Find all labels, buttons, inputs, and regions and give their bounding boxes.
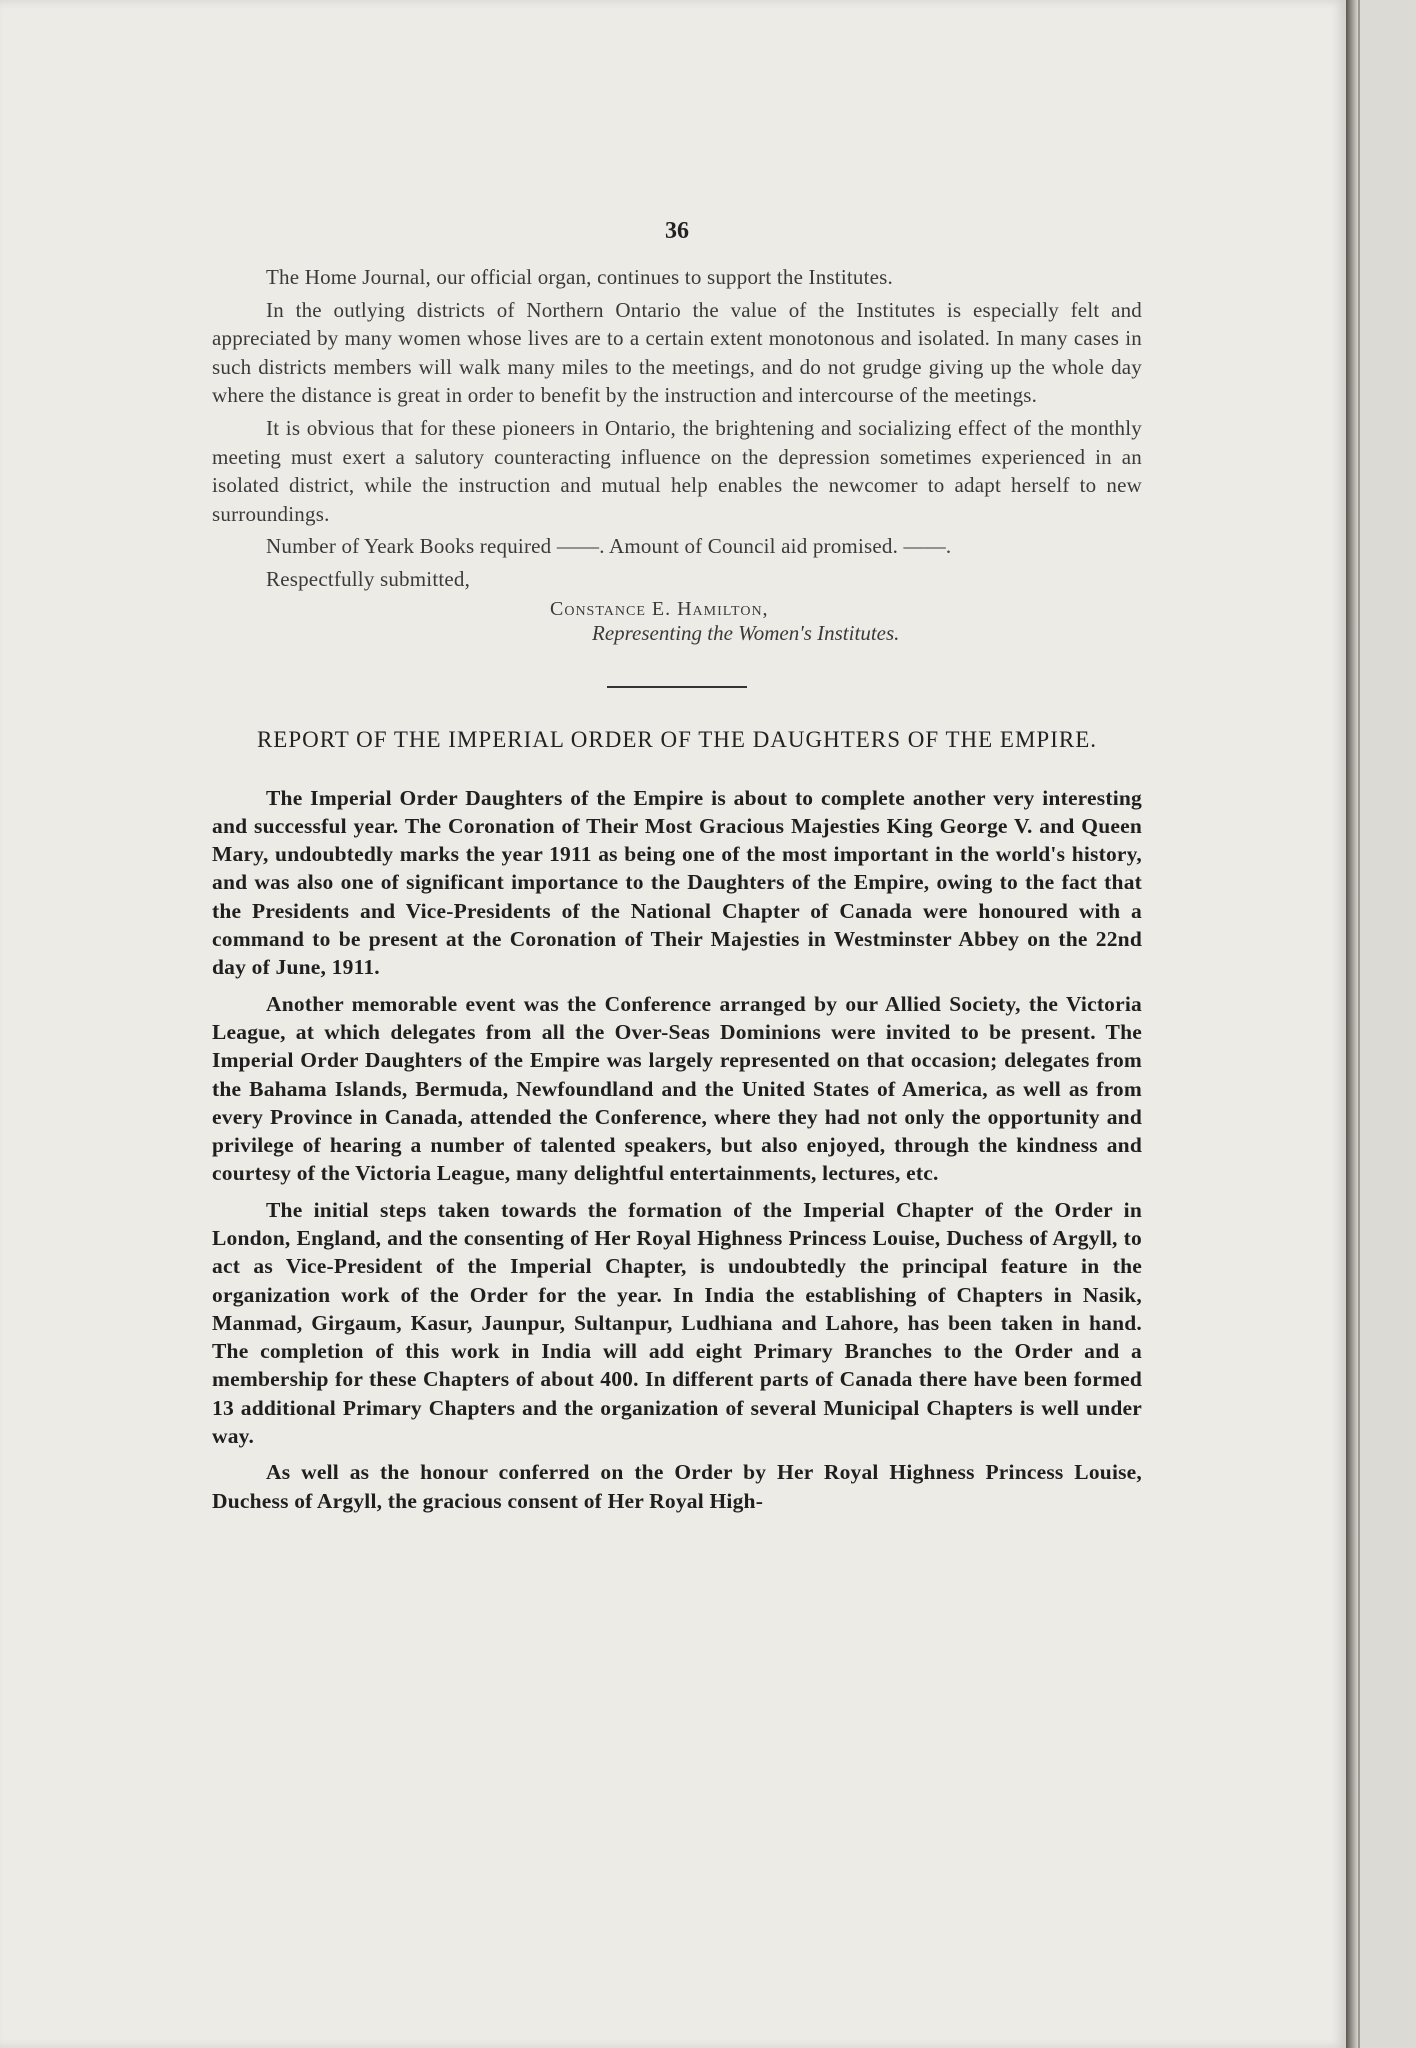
paragraph: Another memorable event was the Conference arranged by our Allied Society, the Victoria League, at which delegates from all the Over-Seas Dominions were invited to be present. The Imperial Order Daughters of the Empire was largely represented on that occasion; delegates from the Bahama Islands, Bermuda, Newfoundland and the United States of America, as well as from every Province in Canada, attended the Conference, where they had not only the opportunity and privilege of hearing a number of talented speakers, but also enjoyed, through the kindness and courtesy of the Victoria League, many delightful entertainments, lectures, etc. — [212, 991, 1142, 1186]
section-title: REPORT OF THE IMPERIAL ORDER OF THE DAUGHTERS OF THE EMPIRE. — [256, 726, 1098, 752]
paragraph: It is obvious that for these pioneers in Ontario, the brightening and socializing effect of the monthly meeting must exert a salutory counteracting influence on the depression sometimes experienced in an isolated district, while the instruction and mutual help enables the newcomer to adapt herself to new surroundings. — [212, 415, 1142, 526]
paragraph: As well as the honour conferred on the Order by Her Royal Highness Princess Louise, Duchess of Argyll, the gracious consent of Her Royal High- — [212, 1460, 1142, 1513]
section-divider — [607, 686, 747, 688]
paragraph: Respectfully submitted, — [266, 566, 471, 591]
signature-name: Constance E. Hamilton, — [550, 597, 769, 620]
page-edge — [1346, 0, 1358, 2048]
paragraph: In the outlying districts of Northern Ontario the value of the Institutes is especially felt and appreciated by many women whose lives are to a certain extent monotonous and isolated. In many cases in such districts members will walk many miles to the meetings, and do not grudge giving up the whole day where the distance is great in order to benefit by the instruction and intercourse of the meetings. — [212, 297, 1142, 408]
paragraph: The initial steps taken towards the formation of the Imperial Chapter of the Order in London, England, and the consenting of Her Royal Highness Princess Louise, Duchess of Argyll, to act as Vice-President of the Imperial Chapter, is undoubtedly the principal feature in the organization work of the Order for the year. In India the establishing of Chapters in Nasik, Manmad, Girgaum, Kasur, Jaunpur, Sultanpur, Ludhiana and Lahore, has been taken in hand. The completion of this work in India will add eight Primary Branches to the Order and a membership for these Chapters of about 400. In different parts of Canada there have been formed 13 additional Primary Chapters and the organization of several Municipal Chapters is well under way. — [212, 1197, 1142, 1449]
text-block — [212, 218, 1142, 1523]
signature-title: Representing the Women's Institutes. — [592, 620, 900, 645]
adjacent-page — [1358, 0, 1416, 2048]
paragraph: The Imperial Order Daughters of the Empire is about to complete another very interesting and successful year. The Coronation of Their Most Gracious Majesties King George V. and Queen Mary, undoubtedly marks the year 1911 as being one of the most important in the world's history, and was also one of significant importance to the Daughters of the Empire, owing to the fact that the Presidents and Vice-Presidents of the National Chapter of Canada were honoured with a command to be present at the Coronation of Their Majesties in Westminster Abbey on the 22nd day of June, 1911. — [212, 785, 1142, 980]
paragraph: The Home Journal, our official organ, continues to support the Institutes. — [266, 265, 893, 289]
page-number: 36 — [665, 218, 689, 244]
paragraph: Number of Yeark Books required ——. Amount of Council aid promised. ——. — [266, 534, 952, 559]
